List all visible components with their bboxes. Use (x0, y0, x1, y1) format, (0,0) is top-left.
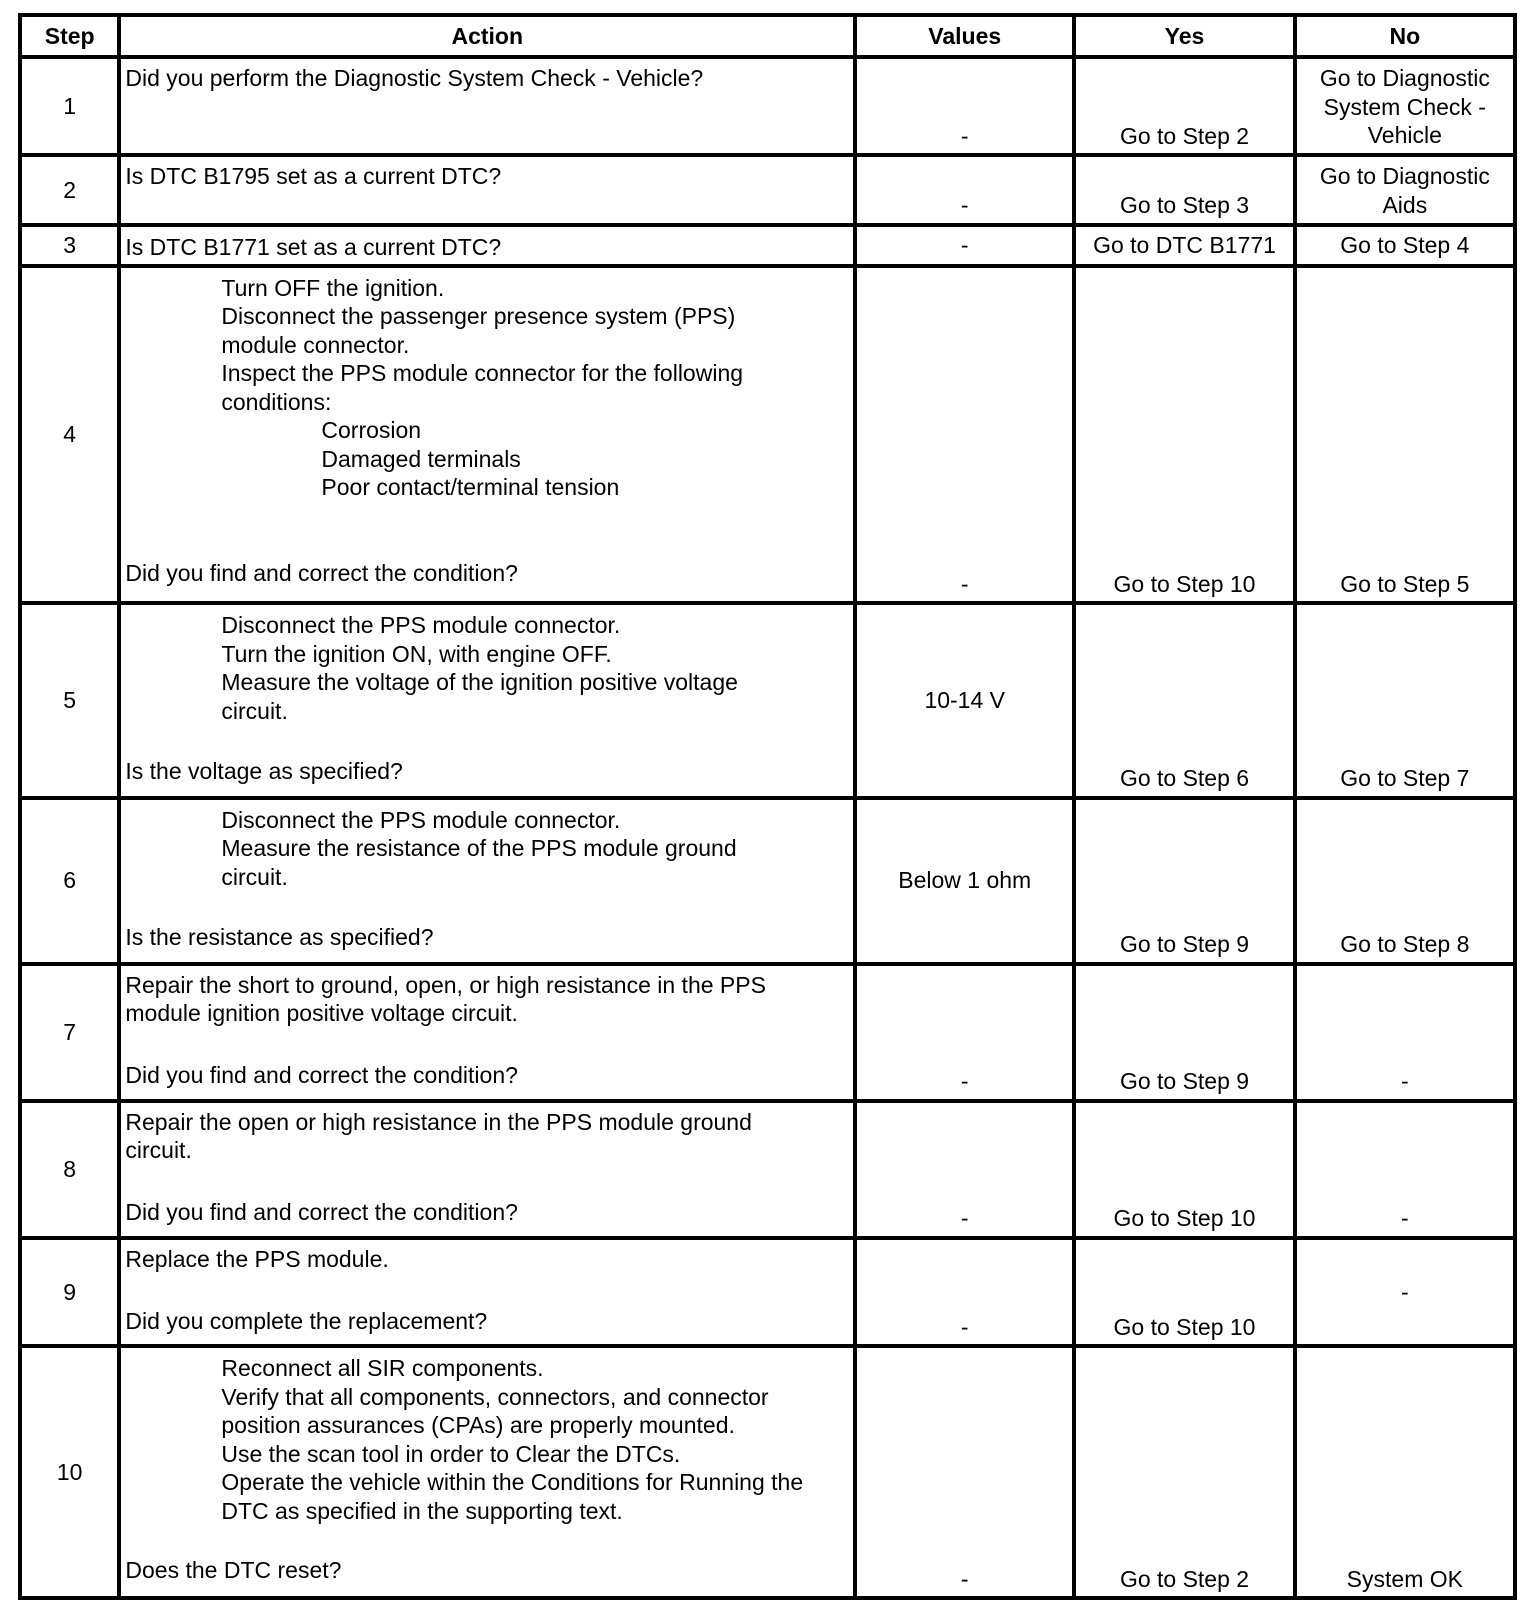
step-number: 2 (20, 155, 119, 225)
action-question: Is DTC B1795 set as a current DTC? (125, 163, 502, 190)
action-question: Did you find and correct the condition? (125, 560, 518, 587)
action-question: Did you find and correct the condition? (125, 1062, 518, 1089)
action-cell (119, 1101, 855, 1238)
values-cell: - (855, 1101, 1074, 1238)
no-cell: Go to Step 8 (1295, 798, 1515, 964)
table-row (20, 1346, 1515, 1598)
condition-item: Damaged terminals (321, 445, 521, 472)
instruction: Use the scan tool in order to Clear the DTCs. (221, 1440, 681, 1467)
no-cell: Go to Step 5 (1295, 266, 1515, 604)
no-cell: System OK (1295, 1346, 1515, 1598)
diagnostic-table (18, 13, 1517, 1600)
table-row (20, 798, 1515, 964)
yes-cell: Go to Step 9 (1074, 798, 1294, 964)
step-number: 4 (20, 266, 119, 604)
condition-item: Poor contact/terminal tension (321, 474, 620, 501)
values-cell: Below 1 ohm (855, 798, 1074, 964)
yes-cell: Go to Step 2 (1074, 1346, 1294, 1598)
action-cell (119, 155, 855, 225)
action-cell (119, 225, 855, 266)
action-cell (119, 57, 855, 155)
no-cell: Go to Diagnostic Aids (1295, 155, 1515, 225)
no-cell: Go to Step 4 (1295, 225, 1515, 266)
header-yes: Yes (1074, 15, 1294, 57)
action-question: Did you complete the replacement? (125, 1308, 488, 1335)
instruction: Disconnect the PPS module connector. (221, 612, 621, 639)
yes-cell: Go to DTC B1771 (1074, 225, 1294, 266)
step-number: 5 (20, 603, 119, 797)
instruction: Disconnect the passenger presence system (PPS) module connector. (221, 303, 736, 358)
values-cell: 10-14 V (855, 603, 1074, 797)
action-question: Did you find and correct the condition? (125, 1199, 518, 1226)
table-row (20, 225, 1515, 266)
action-cell (119, 266, 855, 604)
no-cell: - (1295, 964, 1515, 1101)
instruction: Turn the ignition ON, with engine OFF. (221, 640, 612, 667)
instruction: Inspect the PPS module connector for the following conditions: (221, 360, 744, 415)
table-row (20, 155, 1515, 225)
step-number: 9 (20, 1238, 119, 1346)
action-text: Repair the open or high resistance in the PPS module ground circuit. (125, 1108, 752, 1164)
table-row (20, 266, 1515, 604)
instruction: Reconnect all SIR components. (221, 1355, 544, 1382)
step-number: 1 (20, 57, 119, 155)
no-cell: - (1295, 1238, 1515, 1346)
values-cell: - (855, 225, 1074, 266)
action-cell (119, 1238, 855, 1346)
instruction: Measure the voltage of the ignition positive voltage circuit. (221, 669, 738, 724)
header-values: Values (855, 15, 1074, 57)
no-cell: - (1295, 1101, 1515, 1238)
table-row (20, 603, 1515, 797)
step-number: 6 (20, 798, 119, 964)
action-text: Replace the PPS module. (125, 1245, 389, 1272)
values-cell: - (855, 266, 1074, 604)
action-question: Is the voltage as specified? (125, 757, 403, 784)
action-question: Does the DTC reset? (125, 1556, 342, 1583)
instruction: Operate the vehicle within the Conditions for Running the DTC as specified in the supporting text. (221, 1469, 804, 1524)
no-cell: Go to Step 7 (1295, 603, 1515, 797)
instruction: Disconnect the PPS module connector. (221, 806, 621, 833)
yes-cell: Go to Step 10 (1074, 1238, 1294, 1346)
step-number: 7 (20, 964, 119, 1101)
values-cell: - (855, 155, 1074, 225)
step-number: 8 (20, 1101, 119, 1238)
values-cell: - (855, 1346, 1074, 1598)
action-text: Repair the short to ground, open, or high resistance in the PPS module ignition positive voltage circuit. (125, 971, 766, 1027)
action-cell (119, 1346, 855, 1598)
yes-cell: Go to Step 6 (1074, 603, 1294, 797)
table-row (20, 1101, 1515, 1238)
condition-item: Corrosion (321, 417, 422, 444)
values-cell: - (855, 964, 1074, 1101)
yes-cell: Go to Step 3 (1074, 155, 1294, 225)
table-row (20, 57, 1515, 155)
action-question: Is the resistance as specified? (125, 924, 434, 951)
instruction: Verify that all components, connectors, and connector position assurances (CPAs) are properly mounted. (221, 1383, 769, 1439)
step-number: 10 (20, 1346, 119, 1598)
values-cell: - (855, 1238, 1074, 1346)
header-action: Action (119, 15, 855, 57)
yes-cell: Go to Step 9 (1074, 964, 1294, 1101)
header-step: Step (20, 15, 119, 57)
instruction: Turn OFF the ignition. (221, 274, 445, 301)
no-cell: Go to Diagnostic System Check - Vehicle (1295, 57, 1515, 155)
action-question: Did you perform the Diagnostic System Check - Vehicle? (125, 65, 704, 91)
yes-cell: Go to Step 10 (1074, 1101, 1294, 1238)
action-cell (119, 964, 855, 1101)
header-no: No (1295, 15, 1515, 57)
values-cell: - (855, 57, 1074, 155)
yes-cell: Go to Step 2 (1074, 57, 1294, 155)
yes-cell: Go to Step 10 (1074, 266, 1294, 604)
action-cell (119, 798, 855, 964)
header-row (20, 15, 1515, 57)
action-question: Is DTC B1771 set as a current DTC? (125, 233, 502, 260)
action-cell (119, 603, 855, 797)
table-row (20, 1238, 1515, 1346)
instruction: Measure the resistance of the PPS module ground circuit. (221, 835, 737, 890)
table-row (20, 964, 1515, 1101)
step-number: 3 (20, 225, 119, 266)
